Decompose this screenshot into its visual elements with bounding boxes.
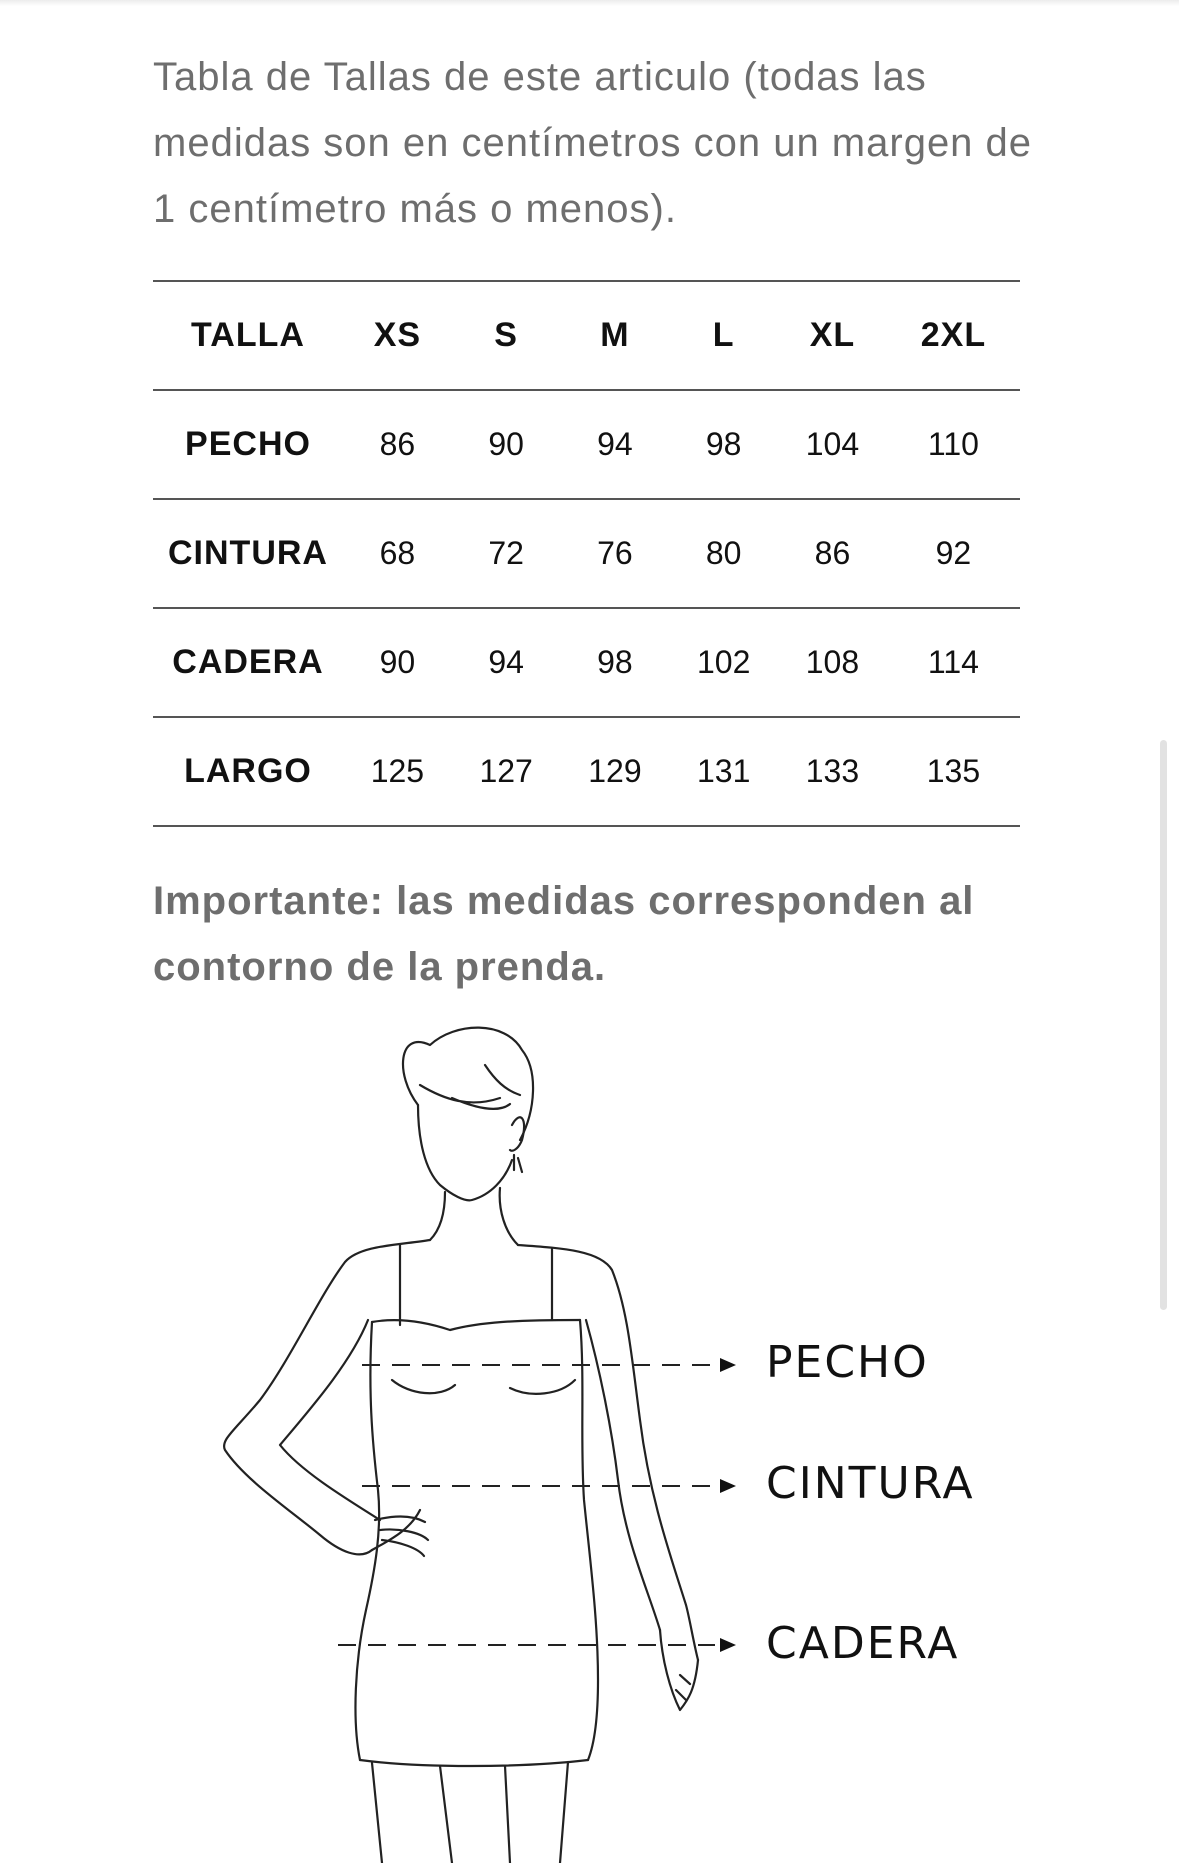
hip-arrow-icon <box>720 1638 736 1652</box>
left-inner-arm <box>280 1320 380 1520</box>
table-cell: 129 <box>561 717 670 826</box>
table-cell: 86 <box>343 390 452 499</box>
chest-label: PECHO <box>766 1337 929 1388</box>
table-cell: 94 <box>452 608 561 717</box>
hip-label: CADERA <box>766 1618 960 1669</box>
table-cell: 86 <box>778 499 887 608</box>
waist-label: CINTURA <box>766 1458 975 1509</box>
row-label-largo: LARGO <box>153 717 343 826</box>
table-header-row <box>153 281 1020 390</box>
table-row <box>153 499 1020 608</box>
table-cell: 108 <box>778 608 887 717</box>
table-cell: 90 <box>343 608 452 717</box>
top-shadow <box>0 0 1179 6</box>
chest-arrow-icon <box>720 1358 736 1372</box>
header-size-l: L <box>669 281 778 390</box>
table-cell: 98 <box>669 390 778 499</box>
dress-neckline <box>372 1320 580 1330</box>
scrollbar[interactable] <box>1160 740 1167 1310</box>
table-cell: 68 <box>343 499 452 608</box>
legs <box>372 1762 568 1863</box>
intro-text: Tabla de Tallas de este articulo (todas las medidas son en centímetros con un margen de 1 centímetro más o menos). <box>153 55 1033 231</box>
table-cell: 131 <box>669 717 778 826</box>
table-cell: 72 <box>452 499 561 608</box>
table-cell: 94 <box>561 390 670 499</box>
row-label-cintura: CINTURA <box>153 499 343 608</box>
table-row <box>153 717 1020 826</box>
size-table <box>153 280 1020 827</box>
table-cell: 98 <box>561 608 670 717</box>
hair-fringe <box>420 1065 520 1109</box>
table-cell: 102 <box>669 608 778 717</box>
table-row <box>153 390 1020 499</box>
ear <box>510 1117 524 1172</box>
table-cell: 80 <box>669 499 778 608</box>
hair-outline <box>403 1028 533 1140</box>
left-hand <box>372 1510 428 1556</box>
table-cell: 92 <box>887 499 1020 608</box>
dress-left-side <box>355 1322 379 1760</box>
header-size-2xl: 2XL <box>887 281 1020 390</box>
table-cell: 127 <box>452 717 561 826</box>
header-size-xs: XS <box>343 281 452 390</box>
face-outline <box>418 1105 512 1200</box>
table-cell: 104 <box>778 390 887 499</box>
left-shoulder-arm <box>224 1240 430 1554</box>
header-talla: TALLA <box>153 281 343 390</box>
header-size-xl: XL <box>778 281 887 390</box>
bust-curves <box>392 1380 575 1394</box>
dress-hem <box>360 1760 588 1766</box>
neck <box>430 1188 518 1245</box>
dress-right-side <box>580 1320 598 1760</box>
table-cell: 114 <box>887 608 1020 717</box>
right-shoulder-arm <box>518 1245 698 1660</box>
row-label-pecho: PECHO <box>153 390 343 499</box>
table-row <box>153 608 1020 717</box>
table-cell: 133 <box>778 717 887 826</box>
header-size-s: S <box>452 281 561 390</box>
waist-arrow-icon <box>720 1479 736 1493</box>
right-inner-arm <box>586 1320 660 1630</box>
row-label-cadera: CADERA <box>153 608 343 717</box>
table-cell: 76 <box>561 499 670 608</box>
important-note: Importante: las medidas corresponden al contorno de la prenda. <box>153 879 975 989</box>
header-size-m: M <box>561 281 670 390</box>
table-cell: 110 <box>887 390 1020 499</box>
table-cell: 90 <box>452 390 561 499</box>
right-hand <box>660 1630 698 1710</box>
table-cell: 135 <box>887 717 1020 826</box>
table-cell: 125 <box>343 717 452 826</box>
